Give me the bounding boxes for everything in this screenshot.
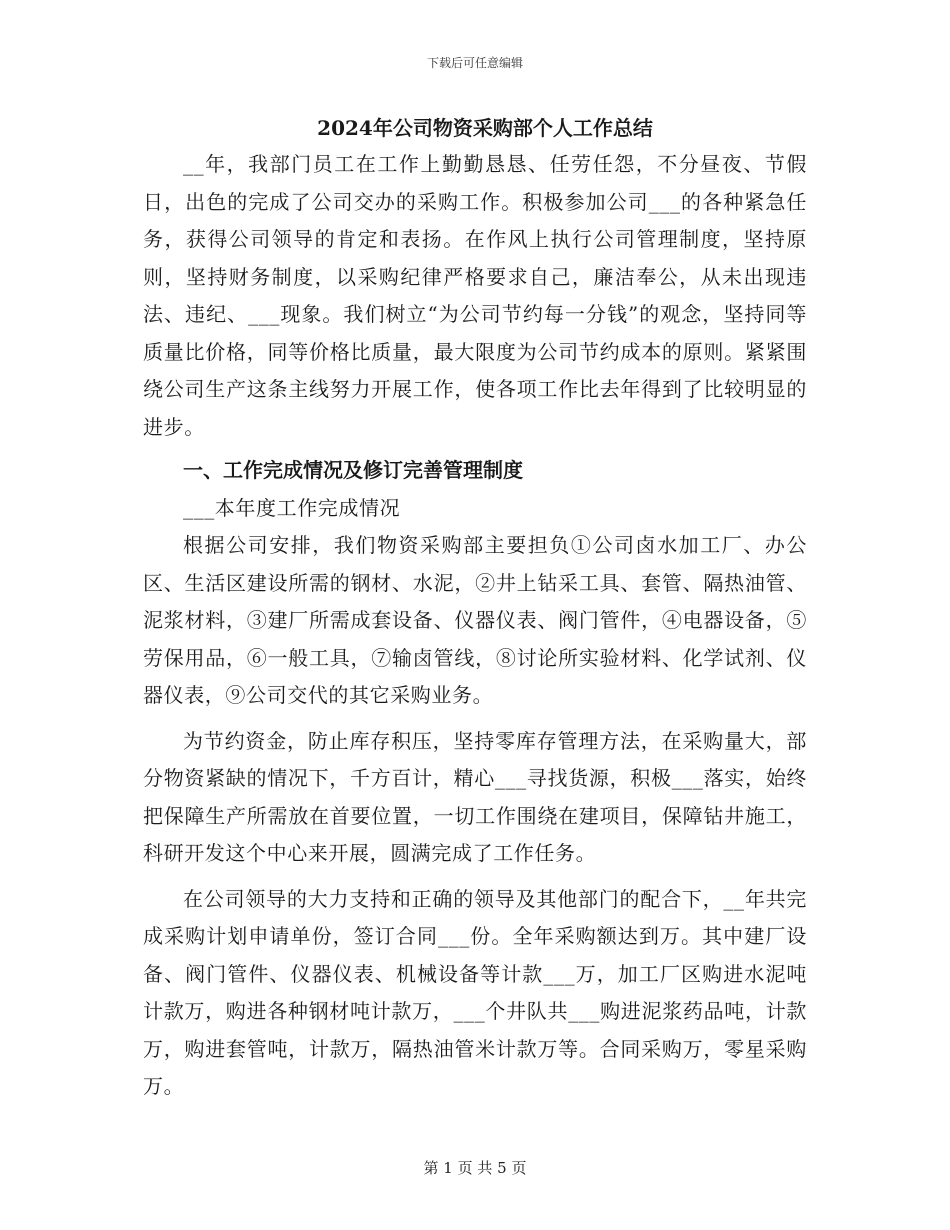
- document-body: [143, 112, 807, 1106]
- paragraph-procurement-stats: 在公司领导的大力支持和正确的领导及其他部门的配合下，__年共完成采购计划申请单份，签订合同___份。全年采购额达到万。其中建厂设备、阀门管件、仪器仪表、机械设备等计款___万，加工厂区购进水泥吨计款万，购进各种钢材吨计款万，___个井队共___购进泥浆药品吨，计款万，购进套管吨，计款万，隔热油管米计款万等。合同采购万，零星采购万。: [143, 886, 807, 1098]
- page-header-note: 下载后可任意编辑: [426, 56, 523, 70]
- subheading: ___本年度工作完成情况: [183, 495, 401, 520]
- document-title: 2024年公司物资采购部个人工作总结: [317, 116, 653, 140]
- paragraph-cost-saving: 为节约资金，防止库存积压，坚持零库存管理方法，在采购量大，部分物资紧缺的情况下，千方百计，精心___寻找货源，积极___落实，始终把保障生产所需放在首要位置，一切工作围绕在建项目，保障钻井施工，科研开发这个中心来开展，圆满完成了工作任务。: [143, 728, 807, 865]
- intro-paragraph: __年，我部门员工在工作上勤勤恳恳、任劳任怨，不分昼夜、节假日，出色的完成了公司交办的采购工作。积极参加公司___的各种紧急任务，获得公司领导的肯定和表扬。在作风上执行公司管理制度，坚持原则，坚持财务制度，以采购纪律严格要求自己，廉洁奉公，从未出现违法、违纪、___现象。我们树立“为公司节约每一分钱”的观念，坚持同等质量比价格，同等价格比质量，最大限度为公司节约成本的原则。紧紧围绕公司生产这条主线努力开展工作，使各项工作比去年得到了比较明显的进步。: [143, 152, 807, 439]
- section-heading: 一、工作完成情况及修订完善管理制度: [183, 458, 523, 482]
- paragraph-responsibilities: 根据公司安排，我们物资采购部主要担负①公司卤水加工厂、办公区、生活区建设所需的钢材、水泥，②井上钻采工具、套管、隔热油管、泥浆材料，③建厂所需成套设备、仪器仪表、阀门管件，④电器设备，⑤劳保用品，⑥一般工具，⑦输卤管线，⑧讨论所实验材料、化学试剂、仪器仪表，⑨公司交代的其它采购业务。: [143, 533, 807, 707]
- page-number: 第 1 页 共 5 页: [423, 1159, 527, 1177]
